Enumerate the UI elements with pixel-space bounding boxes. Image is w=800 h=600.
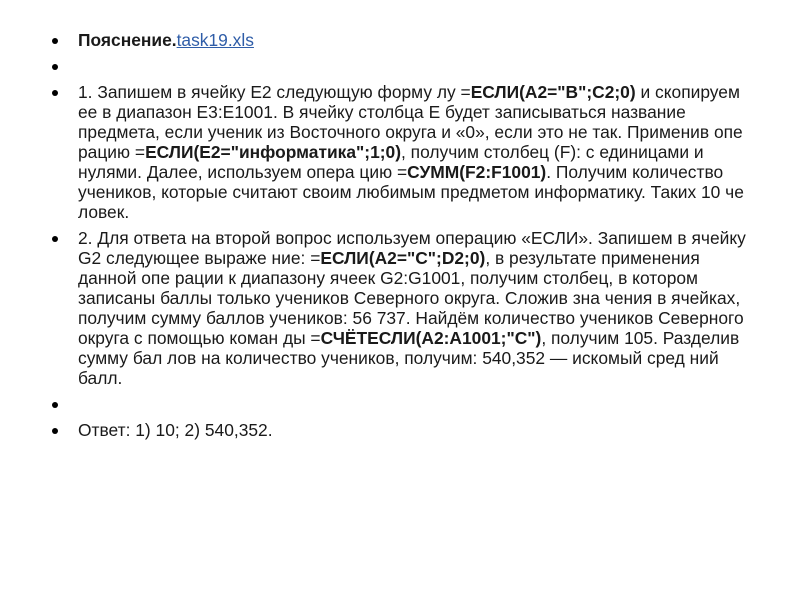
answer-text: Ответ: 1) 10; 2) 540,352. bbox=[78, 420, 273, 440]
bullet-list bbox=[48, 30, 748, 446]
step1-formula-2-args: (E2="информатика";1;0) bbox=[193, 142, 402, 162]
step2-text-1: 2. Для ответа на второй вопрос используем операцию «ЕСЛИ». Запишем в ячейку G2 следующее выраже ние: = bbox=[78, 228, 746, 268]
step1-formula-1-func: ЕСЛИ bbox=[470, 82, 520, 102]
bullet-dot-icon bbox=[52, 402, 58, 408]
bullet-dot-icon bbox=[52, 90, 58, 96]
task-file-link[interactable]: task19.xls bbox=[176, 30, 254, 50]
step1-text-4: . Получим количество учеников, которые считают своим любимым предметом информатику. Таких 10 че ловек. bbox=[78, 162, 744, 222]
step1-formula-3-func: СУММ bbox=[407, 162, 460, 182]
step2-formula-2-func: СЧЁТЕСЛИ bbox=[320, 328, 416, 348]
heading-label: Пояснение. bbox=[78, 30, 177, 50]
step2-text-2: , в результате применения данной опе рации к диапазону ячеек G2:G1001, получим столбец, в котором записаны баллы только учеников Северного округа. Сложив зна чения в ячейках, получим сумму баллов учеников: 56 737. Найдём количество учеников Северного округа с помощью коман ды = bbox=[78, 248, 744, 348]
step1-formula-2-func: ЕСЛИ bbox=[145, 142, 194, 162]
step2-formula-2-args: (A2:A1001;"С") bbox=[415, 328, 542, 348]
bullet-dot-icon bbox=[52, 236, 58, 242]
step2-formula-1-args: (A2="С";D2;0) bbox=[368, 248, 486, 268]
step1-text-1: 1. Запишем в ячейку E2 следующую форму лу = bbox=[78, 82, 471, 102]
step1-formula-3-args: (F2:F1001) bbox=[459, 162, 547, 182]
step1-text-3: , получим столбец (F): с единицами и нулями. Далее, используем опера цию = bbox=[78, 142, 704, 182]
empty-item bbox=[48, 56, 748, 76]
step2-formula-1-func: ЕСЛИ bbox=[320, 248, 369, 268]
bullet-dot-icon bbox=[52, 428, 58, 434]
heading-item bbox=[48, 30, 748, 50]
answer-item bbox=[48, 420, 748, 440]
paragraph-step-1 bbox=[48, 82, 748, 222]
paragraph-step-2 bbox=[48, 228, 748, 388]
step1-text-2: и скопируем ее в диапазон E3:E1001. В ячейку столбца E будет записываться название предмета, если ученик из Восточного округа и «0», если это не так. Применив опе рацию = bbox=[78, 82, 743, 162]
step1-formula-1-args: (A2="В";C2;0) bbox=[519, 82, 636, 102]
empty-item bbox=[48, 394, 748, 414]
step2-text-3: , получим 105. Разделив сумму бал лов на количество учеников, получим: 540,352 — искомый сред ний балл. bbox=[78, 328, 740, 388]
bullet-dot-icon bbox=[52, 64, 58, 70]
bullet-dot-icon bbox=[52, 38, 58, 44]
